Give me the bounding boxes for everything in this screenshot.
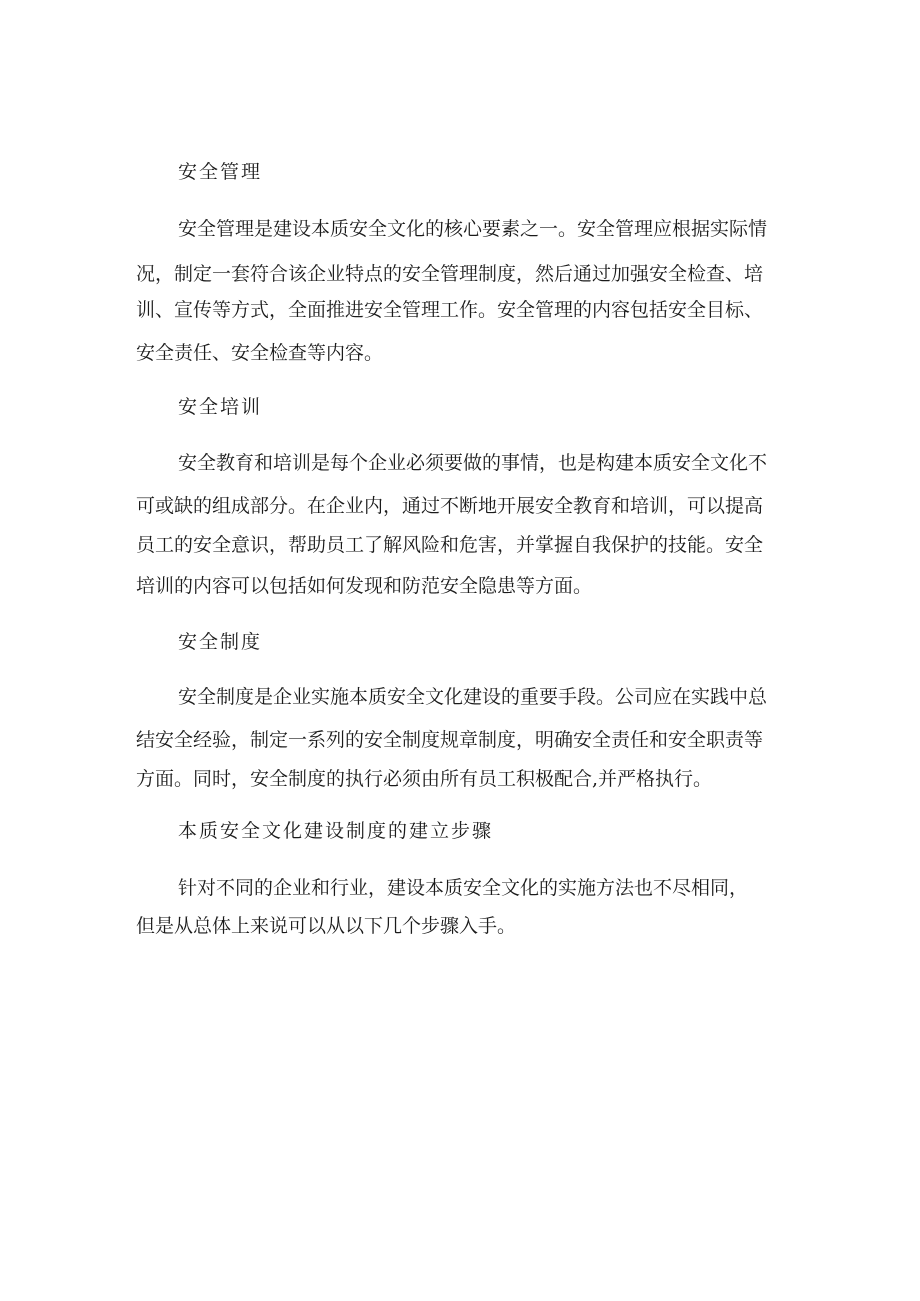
paragraph-line: 安全制度是企业实施本质安全文化建设的重要手段。公司应在实践中总 [178, 686, 768, 708]
paragraph-line: 员工的安全意识，帮助员工了解风险和危害，并掌握自我保护的技能。安全 [136, 534, 764, 556]
paragraph-line: 可或缺的组成部分。在企业内，通过不断地开展安全教育和培训，可以提高 [136, 495, 764, 517]
paragraph-line: 培训的内容可以包括如何发现和防范安全隐患等方面。 [136, 575, 593, 597]
heading-safety-management: 安全管理 [178, 161, 263, 183]
heading-establishment-steps: 本质安全文化建设制度的建立步骤 [178, 820, 494, 842]
paragraph-line: 但是从总体上来说可以从以下几个步骤入手。 [136, 915, 517, 937]
heading-safety-training: 安全培训 [178, 396, 263, 418]
paragraph-line: 训、宣传等方式，全面推进安全管理工作。安全管理的内容包括安全目标、 [136, 299, 764, 321]
paragraph-line: 安全教育和培训是每个企业必须要做的事情，也是构建本质安全文化不 [178, 452, 768, 474]
paragraph-line: 结安全经验，制定一系列的安全制度规章制度，明确安全责任和安全职责等 [136, 729, 764, 751]
paragraph-line: 针对不同的企业和行业，建设本质安全文化的实施方法也不尽相同， [178, 877, 749, 899]
paragraph-line: 况，制定一套符合该企业特点的安全管理制度，然后通过加强安全检查、培 [136, 263, 764, 285]
paragraph-line: 安全责任、安全检查等内容。 [136, 342, 384, 364]
heading-safety-system: 安全制度 [178, 631, 263, 653]
paragraph-line: 安全管理是建设本质安全文化的核心要素之一。安全管理应根据实际情 [178, 218, 768, 240]
paragraph-line: 方面。同时，安全制度的执行必须由所有员工积极配合,并严格执行。 [136, 768, 713, 790]
